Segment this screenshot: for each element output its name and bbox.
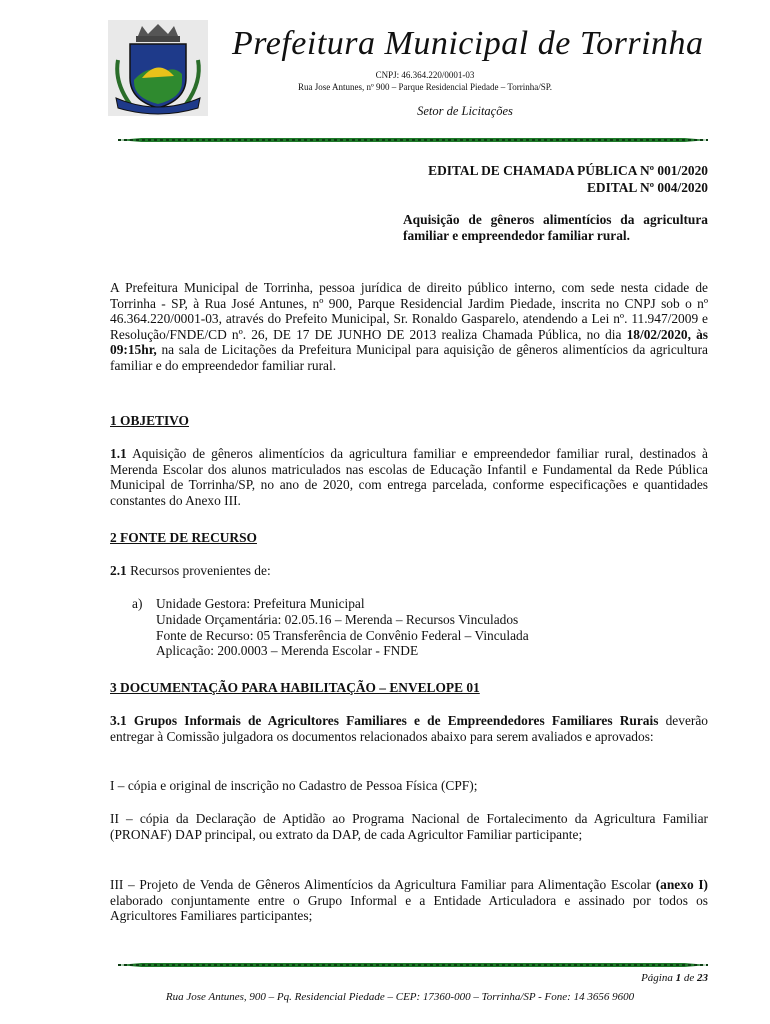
footer-address: Rua Jose Antunes, 900 – Pq. Residencial Piedade – CEP: 17360-000 – Torrinha/SP - Fone: 14 3656 9600 xyxy=(165,991,635,1003)
footer-divider xyxy=(118,962,708,968)
cnpj-line: CNPJ: 46.364.220/0001-03 xyxy=(375,70,475,80)
section-2-paragraph xyxy=(110,563,708,579)
sector-name: Setor de Licitações xyxy=(417,104,513,118)
intro-date: 18/02/2020, às 09:15hr, xyxy=(110,326,708,358)
section-2-text: Recursos provenientes de: xyxy=(126,563,271,578)
section-2-heading: 2 FONTE DE RECURSO xyxy=(110,530,257,545)
edital-subject: Aquisição de gêneros alimentícios da agricultura familiar e empreendedor familiar rural. xyxy=(403,212,708,243)
list-item-label: a) xyxy=(132,596,143,611)
page-mid: de xyxy=(681,972,697,984)
doc-item-3 xyxy=(110,877,708,924)
doc-item-3-text-c: elaborado conjuntamente entre o Grupo Informal e a Entidade Articuladora e assinado por todos os Agricultores Familiares participantes; xyxy=(110,892,708,924)
section-3-text: deverão entregar à Comissão julgadora os documentos relacionados abaixo para serem avaliados e aprovados: xyxy=(110,713,708,744)
header-divider xyxy=(118,137,708,143)
section-1-text: Aquisição de gêneros alimentícios da agricultura familiar e empreendedor familiar rural, destinados à Merenda Escolar dos alunos matriculados nas escolas de Educação Infantil e Fundamental da Rede Pública Municipal de Torrinha/SP, no ano de 2020, com entrega parcelada, conforme especificações e quantidades constantes do Anexo III. xyxy=(110,446,708,508)
section-3-title: 3.1 Grupos Informais de Agricultores Familiares e de Empreendedores Familiares Rurais xyxy=(110,713,659,728)
doc-item-2: II – cópia da Declaração de Aptidão ao Programa Nacional de Fortalecimento da Agricultura Familiar (PRONAF) DAP principal, ou extrato da DAP, de cada Agricultor Familiar participante; xyxy=(110,811,708,842)
org-name: Prefeitura Municipal de Torrinha xyxy=(232,25,704,62)
page-prefix: Página xyxy=(641,972,676,984)
edital-title-2: EDITAL Nº 004/2020 xyxy=(587,180,708,195)
header-address: Rua Jose Antunes, nº 900 – Parque Residencial Piedade – Torrinha/SP. xyxy=(298,82,552,92)
page-total: 23 xyxy=(697,972,708,984)
municipal-crest-logo xyxy=(108,20,208,116)
intro-paragraph xyxy=(110,280,708,374)
page-number xyxy=(641,972,708,984)
section-1-number: 1.1 xyxy=(110,446,127,461)
doc-item-3-text-a: III – Projeto de Venda de Gêneros Alimentícios da Agricultura Familiar para Alimentação Escolar xyxy=(110,877,656,892)
section-1-heading: 1 OBJETIVO xyxy=(110,413,189,428)
list-line: Aplicação: 200.0003 – Merenda Escolar - FNDE xyxy=(156,643,419,659)
section-3-heading: 3 DOCUMENTAÇÃO PARA HABILITAÇÃO – ENVELOPE 01 xyxy=(110,680,480,695)
list-line: Unidade Gestora: Prefeitura Municipal xyxy=(156,596,365,611)
intro-text-1: A Prefeitura Municipal de Torrinha, pessoa jurídica de direito público interno, com sede nesta cidade de Torrinha - SP, à Rua José Antunes, nº 900, Parque Residencial Jardim Piedade, inscrita no CNPJ sob o nº 46.364.220/0001-03, através do Prefeito Municipal, Sr. Ronaldo Gasparelo, atendendo a Lei nº. 11.947/2009 e Resolução/FNDE/CD nº. 26, DE 17 DE JUNHO DE 2013 realiza Chamada Pública, no dia xyxy=(110,280,708,342)
section-2-number: 2.1 xyxy=(110,563,127,578)
section-3-paragraph xyxy=(110,713,708,744)
list-line: Unidade Orçamentária: 02.05.16 – Merenda – Recursos Vinculados xyxy=(156,611,519,627)
list-line: Fonte de Recurso: 05 Transferência de Convênio Federal – Vinculada xyxy=(156,627,529,643)
section-1-paragraph xyxy=(110,446,708,508)
edital-title-1: EDITAL DE CHAMADA PÚBLICA Nº 001/2020 xyxy=(428,163,708,178)
intro-text-2: na sala de Licitações da Prefeitura Municipal para aquisição de gêneros alimentícios da agricultura familiar e do empreendedor familiar rural. xyxy=(110,342,708,373)
doc-item-3-annex: (anexo I) xyxy=(655,877,708,892)
page-current: 1 xyxy=(675,972,682,984)
doc-item-1: I – cópia e original de inscrição no Cadastro de Pessoa Física (CPF); xyxy=(110,778,478,793)
funding-list xyxy=(132,596,529,659)
